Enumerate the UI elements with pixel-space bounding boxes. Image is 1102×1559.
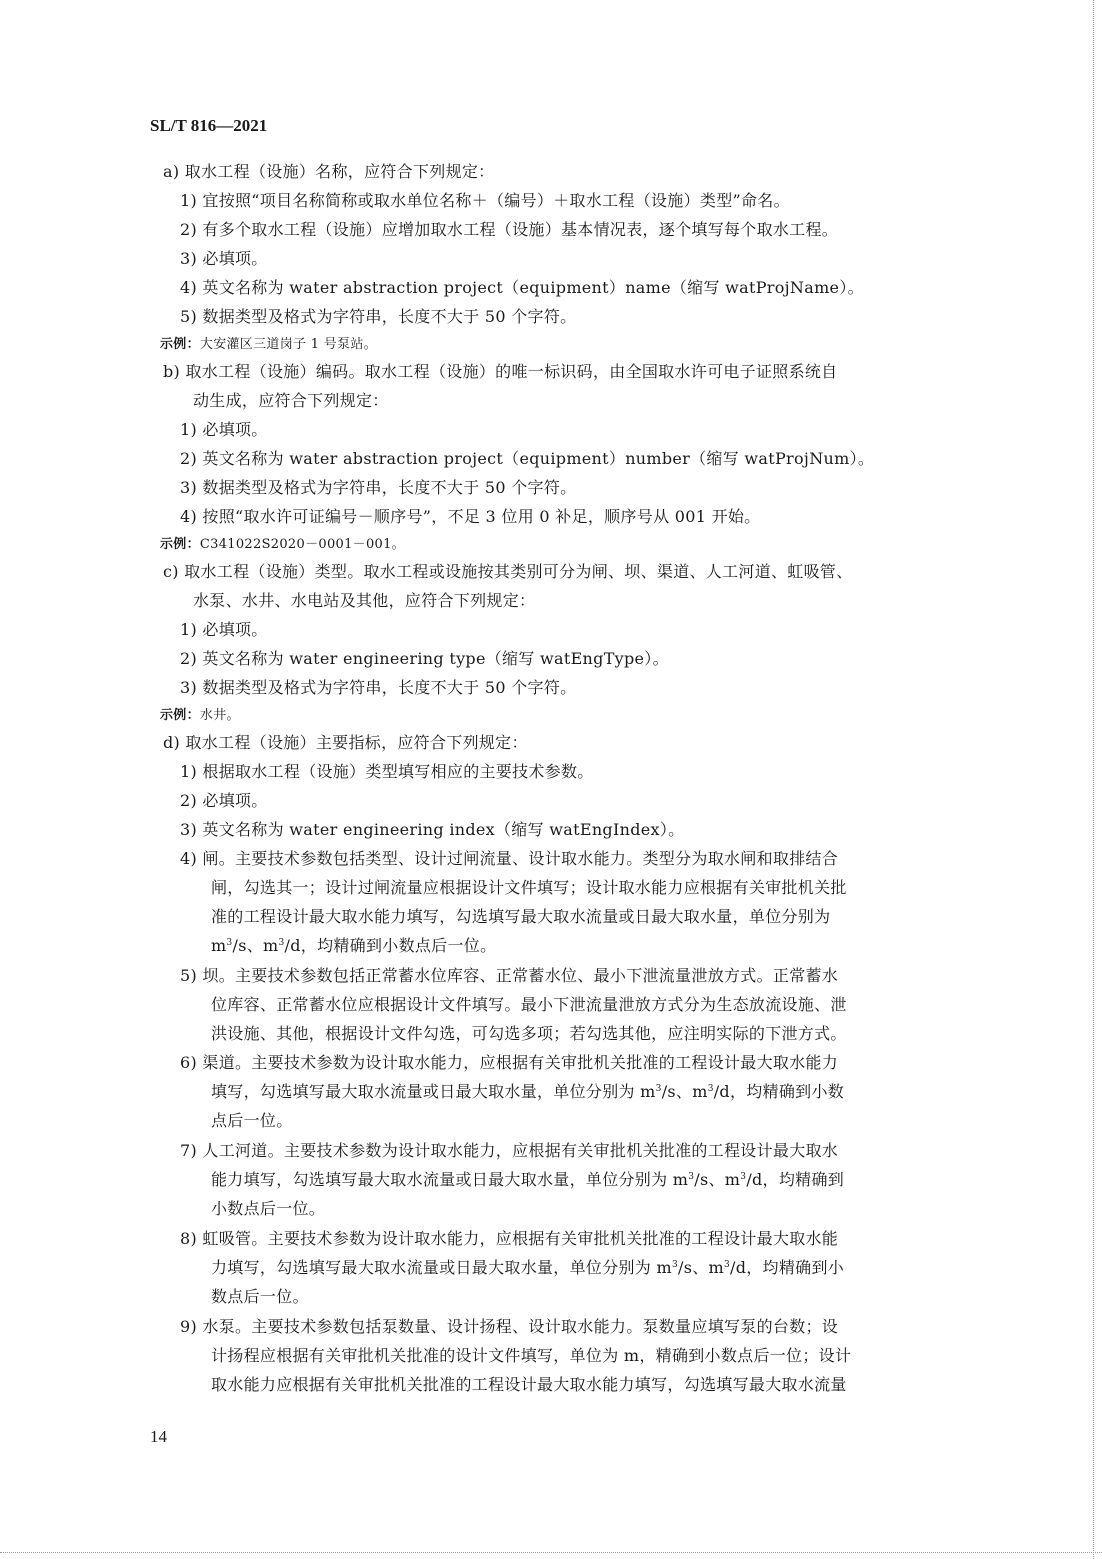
body-line: 3) 英文名称为 water engineering index（缩写 watEngIndex）。	[180, 820, 685, 839]
page-edge-right	[1093, 0, 1094, 1559]
body-line: 准的工程设计最大取水能力填写，勾选填写最大取水流量或日最大取水量，单位分别为	[211, 907, 831, 926]
body-line: 填写，勾选填写最大取水流量或日最大取水量，单位分别为 $m^3/s$、$m^3/d$，均精确到小数	[211, 1082, 845, 1101]
page-edge-bottom	[0, 1552, 1102, 1553]
body-line: 2) 英文名称为 water abstraction project（equipment）number（缩写 watProjNum）。	[180, 449, 875, 468]
body-line: 8) 虹吸管。主要技术参数为设计取水能力，应根据有关审批机关批准的工程设计最大取水能	[180, 1229, 839, 1248]
body-line: 4) 按照“取水许可证编号－顺序号”，不足 3 位用 0 补足，顺序号从 001 开始。	[180, 507, 761, 526]
page-number: 14	[150, 1427, 167, 1446]
body-line: d) 取水工程（设施）主要指标，应符合下列规定：	[163, 733, 528, 752]
body-line: 5) 数据类型及格式为字符串，长度不大于 50 个字符。	[180, 307, 577, 326]
body-line: 5) 坝。主要技术参数包括正常蓄水位库容、正常蓄水位、最小下泄流量泄放方式。正常蓄水	[180, 966, 839, 985]
body-line: 9) 水泵。主要技术参数包括泵数量、设计扬程、设计取水能力。泵数量应填写泵的台数；设	[180, 1317, 839, 1336]
example-label: 示例：	[160, 337, 200, 352]
example-text: 水井。	[199, 708, 240, 723]
body-line: 闸，勾选其一；设计过闸流量应根据设计文件填写；设计取水能力应根据有关审批机关批	[211, 878, 847, 897]
body-line: 点后一位。	[211, 1111, 293, 1130]
example-label: 示例：	[160, 537, 200, 552]
body-line: b) 取水工程（设施）编码。取水工程（设施）的唯一标识码，由全国取水许可电子证照系统自	[163, 362, 838, 381]
example-line	[160, 535, 405, 555]
body-line: 1) 根据取水工程（设施）类型填写相应的主要技术参数。	[180, 762, 594, 781]
body-line: 3) 数据类型及格式为字符串，长度不大于 50 个字符。	[180, 678, 577, 697]
body-line: 洪设施、其他，根据设计文件勾选，可勾选多项；若勾选其他，应注明实际的下泄方式。	[211, 1024, 847, 1043]
body-line: 6) 渠道。主要技术参数为设计取水能力，应根据有关审批机关批准的工程设计最大取水能力	[180, 1053, 839, 1072]
body-line: 水泵、水井、水电站及其他，应符合下列规定：	[193, 591, 536, 610]
body-line: 4) 闸。主要技术参数包括类型、设计过闸流量、设计取水能力。类型分为取水闸和取排结合	[180, 849, 839, 868]
body-line: 1) 必填项。	[180, 420, 268, 439]
body-line: 3) 必填项。	[180, 249, 268, 268]
body-line: 力填写，勾选填写最大取水流量或日最大取水量，单位分别为 $m^3/s$、$m^3/d$，均精确到小	[211, 1258, 845, 1277]
body-line: 1) 宜按照“项目名称简称或取水单位名称＋（编号）＋取水工程（设施）类型”命名。	[180, 191, 790, 210]
example-line	[160, 335, 377, 355]
body-line: 2) 英文名称为 water engineering type（缩写 watEngType）。	[180, 649, 669, 668]
example-line	[160, 706, 240, 726]
body-line: a) 取水工程（设施）名称，应符合下列规定：	[163, 162, 495, 181]
body-line: 取水能力应根据有关审批机关批准的工程设计最大取水能力填写，勾选填写最大取水流量	[211, 1375, 847, 1394]
example-label: 示例：	[160, 708, 200, 723]
body-line: 2) 必填项。	[180, 791, 268, 810]
standard-code-header: SL/T 816—2021	[150, 116, 268, 135]
body-line: 3) 数据类型及格式为字符串，长度不大于 50 个字符。	[180, 478, 577, 497]
body-line: 小数点后一位。	[211, 1199, 326, 1218]
body-line: 2) 有多个取水工程（设施）应增加取水工程（设施）基本情况表，逐个填写每个取水工程。	[180, 220, 839, 239]
body-line: $m^3/s$、$m^3/d$，均精确到小数点后一位。	[211, 936, 497, 955]
body-line: 计扬程应根据有关审批机关批准的设计文件填写，单位为 m，精确到小数点后一位；设计	[211, 1346, 852, 1365]
body-line: 位库容、正常蓄水位应根据设计文件填写。最小下泄流量泄放方式分为生态放流设施、泄	[211, 995, 847, 1014]
body-line: 动生成，应符合下列规定：	[193, 391, 389, 410]
example-text: 大安灌区三道岗子 1 号泵站。	[199, 337, 377, 352]
body-line: 1) 必填项。	[180, 620, 268, 639]
example-text: C341022S2020－0001－001。	[199, 537, 405, 552]
body-line: 能力填写，勾选填写最大取水流量或日最大取水量，单位分别为 $m^3/s$、$m^3/d$，均精确到	[211, 1170, 845, 1189]
body-line: 4) 英文名称为 water abstraction project（equipment）name（缩写 watProjName）。	[180, 278, 864, 297]
body-line: 7) 人工河道。主要技术参数为设计取水能力，应根据有关审批机关批准的工程设计最大取水	[180, 1141, 839, 1160]
body-line: 数点后一位。	[211, 1287, 309, 1306]
body-line: c) 取水工程（设施）类型。取水工程或设施按其类别可分为闸、坝、渠道、人工河道、虹吸管、	[163, 562, 853, 581]
